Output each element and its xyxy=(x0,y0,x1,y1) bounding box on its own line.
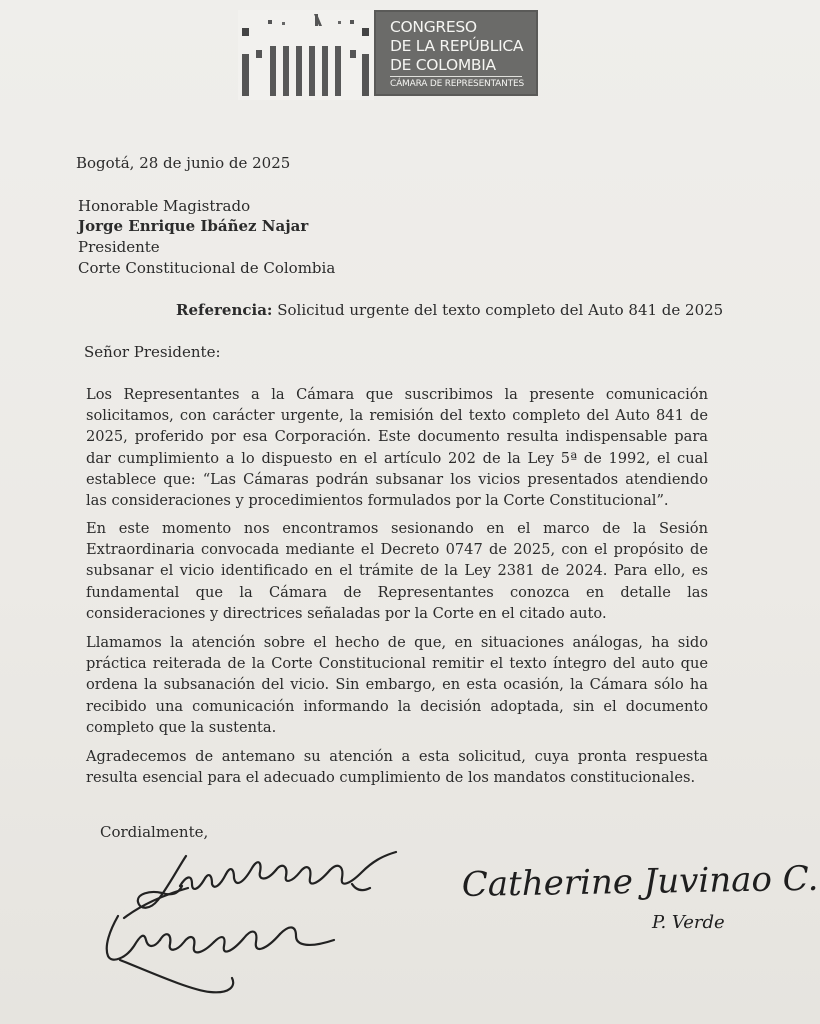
signature-handwriting: Catherine Juvinao C. xyxy=(461,858,819,905)
reference-text: Solicitud urgente del texto completo del Auto 841 de 2025 xyxy=(277,301,724,319)
greeting: Señor Presidente: xyxy=(84,343,221,361)
recipient-title: Honorable Magistrado xyxy=(78,197,251,215)
signature-party: P. Verde xyxy=(652,912,725,933)
recipient-position: Presidente xyxy=(78,238,160,256)
reference-label: Referencia: xyxy=(176,301,273,319)
paragraph-1-text: Los Representantes a la Cámara que suscribimos la presente comunicación solicitamos, con carácter urgente, la remisión del texto completo del Auto 841 de 2025, proferido por esa Corporación. Este documento resulta indispensable para dar cumplimiento a lo dispuesto en el artículo 202 de la Ley 5ª de 1992, el cual establece que: “Las Cámaras podrán subsanar los vicios presentados atendiendo las consideraciones y procedimientos formulados por la Corte Constitucional”. xyxy=(86,386,708,510)
logo-line-1: CONGRESO xyxy=(390,18,477,36)
logo-line-4: CÁMARA DE REPRESENTANTES xyxy=(390,76,522,91)
recipient-name: Jorge Enrique Ibáñez Najar xyxy=(78,217,309,235)
paragraph-3-text: Llamamos la atención sobre el hecho de que, en situaciones análogas, ha sido práctica reiterada de la Corte Constitucional remitir el texto íntegro del auto que ordena la subsanación del vicio. Sin embargo, en esta ocasión, la Cámara sólo ha recibido una comunicación informando la decisión adoptada, sin el documento completo que la sustenta. xyxy=(86,634,708,736)
logo-line-3: DE COLOMBIA xyxy=(390,56,496,74)
paragraph-4-text: Agradecemos de antemano su atención a esta solicitud, cuya pronta respuesta resulta esencial para el adecuado cumplimiento de los mandatos constitucionales. xyxy=(86,748,708,787)
logo-line-2: DE LA REPÚBLICA xyxy=(390,37,524,55)
letter-date: Bogotá, 28 de junio de 2025 xyxy=(76,154,291,172)
paragraph-2-text: En este momento nos encontramos sesionando en el marco de la Sesión Extraordinaria convocada mediante el Decreto 0747 de 2025, con el propósito de subsanar el vicio identificado en el trámite de la Ley 2381 de 2024. Para ello, es fundamental que la Cámara de Representantes conozca en detalle las consideraciones y directrices señaladas por la Corte en el citado auto. xyxy=(86,520,708,622)
recipient-institution: Corte Constitucional de Colombia xyxy=(78,259,336,277)
closing: Cordialmente, xyxy=(100,823,209,841)
